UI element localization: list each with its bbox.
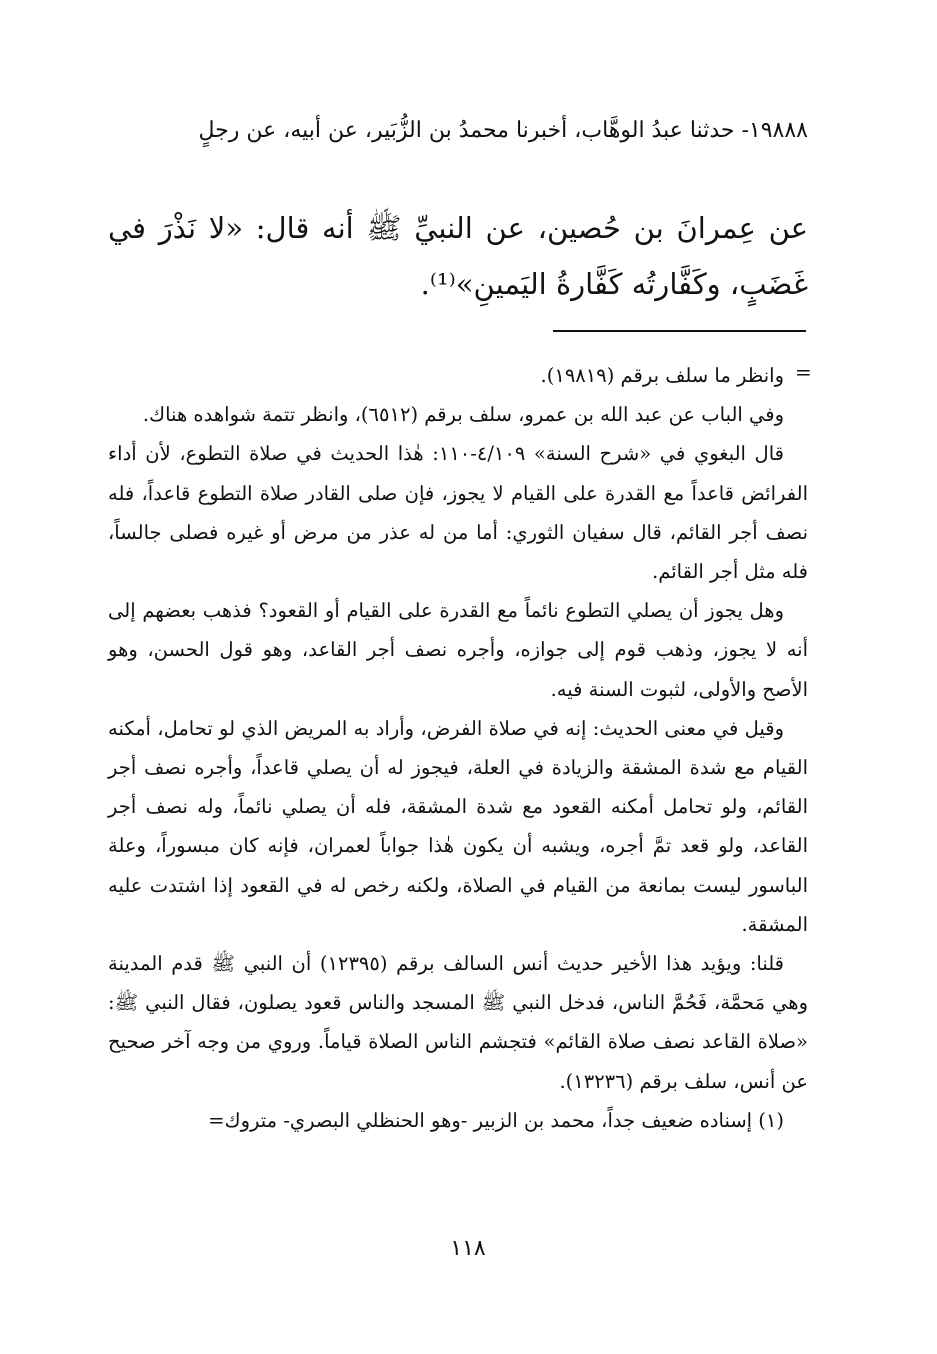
footnote-separator (553, 330, 806, 332)
footnote-paragraph: (١) إسناده ضعيف جداً، محمد بن الزبير -وهو الحنظلي البصري- متروك= (208, 1108, 784, 1132)
footnote-paragraph: وفي الباب عن عبد الله بن عمرو، سلف برقم (٦٥١٢)، وانظر تتمة شواهده هناك. (142, 403, 784, 427)
footnote-paragraph: قلنا: ويؤيد هذا الأخير حديث أنس السالف برقم (١٢٣٩٥) أن النبي ﷺ قدم المدينة وهي مَحمَّة، فَحُمَّ الناس، فدخل النبي ﷺ المسجد والناس قعود يصلون، فقال النبي ﷺ: «صلاة القاعد نصف صلاة القائم» فتجشم الناس الصلاة قياماً. وروي من وجه آخر صحيح عن أنس، سلف برقم (١٣٢٣٦). (108, 952, 808, 1093)
hadith-matn: عن عِمرانَ بن حُصين، عن النبيِّ ﷺ أنه قال: «لا نَذْرَ في غَضَبٍ، وكَفَّارتُه كَفَّارةُ اليَمينِ»⁽¹⁾. (108, 211, 808, 301)
footnote-paragraph: وانظر ما سلف برقم (١٩٨١٩). (540, 364, 784, 387)
footnote-paragraph: وهل يجوز أن يصلي التطوع نائماً مع القدرة على القيام أو القعود؟ فذهب بعضهم إلى أنه لا يجوز، وذهب قوم إلى جوازه، وأجره نصف أجر القاعد، وهو قول الحسن، وهو الأصح والأولى، لثبوت السنة فيه. (108, 599, 808, 701)
footnotes-section (108, 356, 808, 1140)
hadith-isnad: ١٩٨٨٨- حدثنا عبدُ الوهَّاب، أخبرنا محمدُ بن الزُّبَير، عن أبيه، عن رجلٍ (198, 118, 808, 143)
page-number: ١١٨ (450, 1236, 486, 1261)
footnote-paragraph: وقيل في معنى الحديث: إنه في صلاة الفرض، وأراد به المريض الذي لو تحامل، أمكنه القيام مع شدة المشقة والزيادة في العلة، فيجوز له أن يصلي قاعداً، وأجره نصف أجر القائم، ولو تحامل أمكنه القعود مع شدة المشقة، فله أن يصلي نائماً، وله نصف أجر القاعد، ولو قعد تمَّ أجره، ويشبه أن يكون هٰذا جواباً لعمران، فإنه كان مبسوراً، وعلة الباسور ليست بمانعة من القيام في الصلاة، ولكنه رخص له في القعود إذا اشتدت عليه المشقة. (108, 716, 808, 936)
continuation-mark: = (795, 360, 812, 384)
footnote-paragraph: قال البغوي في «شرح السنة» ٤/١٠٩-١١٠: هٰذا الحديث في صلاة التطوع، لأن أداء الفرائض قاعداً مع القدرة على القيام لا يجوز، فإن صلى القادر صلاة التطوع قاعداً، فله نصف أجر القائم، قال سفيان الثوري: أما من له عذر من مرض أو غيره فصلى جالساً، فله مثل أجر القائم. (108, 442, 809, 584)
